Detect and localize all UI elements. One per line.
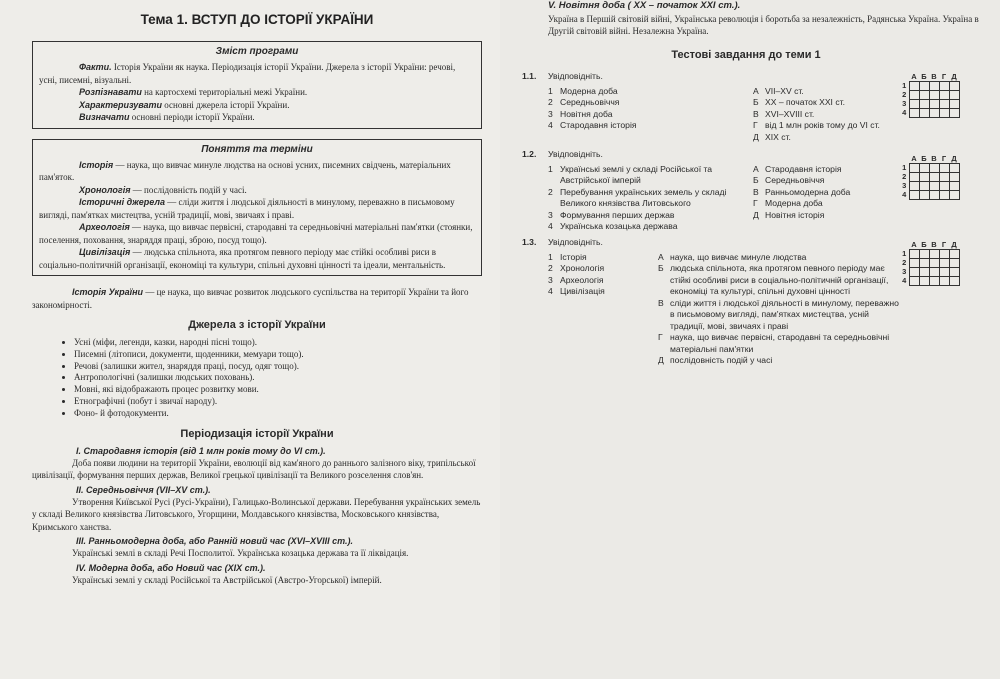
answer-cell[interactable] [909, 182, 919, 191]
answer-cell[interactable] [949, 268, 959, 277]
answer-cell[interactable] [939, 173, 949, 182]
answer-cell[interactable] [949, 173, 959, 182]
list-item: 1 Українські землі у складі Російської та Австрійської імперій [548, 163, 713, 185]
answer-cell[interactable] [949, 259, 959, 268]
answer-cell[interactable] [919, 191, 929, 200]
period-text: Українські землі в складі Речі Посполитої. Українська козацька держава та її ліквідація. [72, 548, 409, 559]
answer-cell[interactable] [939, 277, 949, 286]
list-item: 4 Стародавня історія [548, 120, 637, 130]
task-left-column [548, 164, 753, 233]
answer-cell[interactable] [919, 91, 929, 100]
answer-cell[interactable] [919, 82, 929, 91]
period-text: Утворення Київської Русі (Русі-України), Галицько-Волинської держави. Перебування українських земель у складі Великого князівства Литовського, Угорщини, Молдавського князівства, Московського князівства, Кримського ханства. [32, 496, 481, 532]
answer-cell[interactable] [949, 82, 959, 91]
period-heading: V. Новітня доба ( XX – початок XXI ст.). [548, 0, 741, 11]
task-number: 1.3. [522, 237, 537, 247]
program-box [32, 41, 482, 129]
answer-cell[interactable] [929, 164, 939, 173]
grid-letter: Д [951, 240, 957, 249]
term-item: Цивілізація — людська спільнота, яка протягом певного періоду має стійкі особливі риси в соціально-політичній організації, економіці та культури, спільні духовні цінності та ідеали, ментальність. [39, 247, 446, 270]
answer-cell[interactable] [929, 91, 939, 100]
sources-list [32, 337, 482, 420]
grid-letter: Д [951, 72, 957, 81]
answer-cell[interactable] [909, 250, 919, 259]
answer-cell[interactable] [949, 250, 959, 259]
grid-letter: Г [941, 154, 947, 163]
list-item: Д послідовність подій у часі [658, 355, 773, 365]
periodization-title: Періодизація історії України [180, 427, 334, 440]
answer-cell[interactable] [919, 182, 929, 191]
task-instruction: Увідповідніть. [548, 71, 603, 81]
grid-letter: Д [951, 154, 957, 163]
answer-cell[interactable] [909, 109, 919, 118]
answer-cell[interactable] [949, 277, 959, 286]
answer-cell[interactable] [949, 91, 959, 100]
answer-cell[interactable] [939, 164, 949, 173]
answer-cell[interactable] [929, 250, 939, 259]
grid-number: 2 [902, 90, 907, 99]
topic-title: Тема 1. ВСТУП ДО ІСТОРІЇ УКРАЇНИ [140, 12, 374, 27]
program-item: Характеризувати основні джерела історії України. [79, 99, 290, 110]
grid-letter: В [931, 240, 937, 249]
test-task [522, 237, 982, 377]
list-item: 1 Історія [548, 251, 587, 262]
answer-cell[interactable] [939, 82, 949, 91]
program-box-heading: Зміст програми [215, 46, 299, 57]
answer-cell[interactable] [929, 82, 939, 91]
grid-letter: В [931, 72, 937, 81]
task-right-column [753, 164, 913, 233]
task-number: 1.1. [522, 71, 537, 81]
list-item: 4 Українська козацька держава [548, 221, 678, 231]
list-item: 3 Формування перших держав [548, 209, 675, 220]
list-item: Д XIX ст. [753, 131, 791, 142]
answer-cell[interactable] [939, 191, 949, 200]
list-item: В XVI–XVIII ст. [753, 108, 815, 119]
grid-number: 4 [902, 190, 907, 199]
period-heading: ІІІ. Ранньомодерна доба, або Ранній новий час (XVI–XVIII ст.). [76, 536, 354, 547]
terms-box-heading: Поняття та терміни [201, 143, 313, 155]
answer-cell[interactable] [929, 268, 939, 277]
grid-letter: А [911, 240, 917, 249]
period-heading: І. Стародавня історія (від 1 млн років тому до VI ст.). [76, 445, 326, 456]
answer-cell[interactable] [929, 182, 939, 191]
term-item: Історичні джерела — сліди життя і людської діяльності в минулому, переважно в письмовому вигляді, пам'ятках мистецтва, усній традиції, мові, звичаях і праві. [39, 197, 455, 220]
list-item: Д Новітня історія [753, 209, 825, 220]
term-item: Хронологія — послідовність подій у часі. [79, 184, 247, 195]
list-item: • Фоно- й фотодокументи. [74, 408, 482, 420]
answer-cell[interactable] [939, 250, 949, 259]
test-task [522, 71, 982, 149]
answer-cell[interactable] [949, 191, 959, 200]
list-item: • Етнографічні (побут і звичаї народу). [74, 396, 482, 408]
task-right-column [658, 252, 903, 367]
grid-number: 4 [902, 108, 907, 117]
grid-number: 3 [902, 181, 907, 190]
answer-cell[interactable] [909, 173, 919, 182]
term-item: Археологія — наука, що вивчає первісні, стародавні та середньовічні матеріальні пам'ятки (стоянки, поселення, поховання, знаряддя праці, зброю, посуд тощо). [39, 222, 473, 245]
answer-cell[interactable] [929, 259, 939, 268]
answer-cell[interactable] [939, 109, 949, 118]
history-definition: Історія України — це наука, що вивчає розвиток людського суспільства на території України та його закономірності. [32, 287, 469, 310]
list-item: А Стародавня історія [753, 163, 842, 174]
answer-cell[interactable] [939, 182, 949, 191]
grid-number: 2 [902, 258, 907, 267]
list-item: • Писемні (літописи, документи, щоденники, мемуари тощо). [74, 349, 482, 361]
answer-cell[interactable] [939, 91, 949, 100]
list-item: Б Середньовіччя [753, 175, 825, 185]
answer-cell[interactable] [909, 91, 919, 100]
grid-number: 1 [902, 249, 907, 258]
grid-letter: Г [941, 240, 947, 249]
grid-letter: Б [921, 154, 927, 163]
answer-cell[interactable] [929, 109, 939, 118]
list-item: Г Модерна доба [753, 198, 823, 208]
answer-cell[interactable] [909, 191, 919, 200]
answer-cell[interactable] [929, 191, 939, 200]
answer-cell[interactable] [919, 268, 929, 277]
task-instruction: Увідповідніть. [548, 149, 603, 159]
grid-letter: В [931, 154, 937, 163]
grid-letter: А [911, 154, 917, 163]
task-number: 1.2. [522, 149, 537, 159]
list-item: • Речові (залишки жител, знаряддя праці, посуд, одяг тощо). [74, 361, 482, 373]
list-item: 2 Перебування українських земель у складі Великого князівства Литовського [548, 186, 727, 208]
grid-letter: Б [921, 72, 927, 81]
list-item: 3 Новітня доба [548, 108, 613, 119]
list-item: • Антропологічні (залишки людських поховань). [74, 372, 482, 384]
term-item: Історія — наука, що вивчає минуле людства на основі усних, писемних свідчень, матеріальних пам'яток. [39, 159, 451, 182]
answer-cell[interactable] [909, 82, 919, 91]
period-heading: IV. Модерна доба, або Новий час (XIX ст.). [76, 562, 266, 573]
right-page [500, 0, 1000, 679]
list-item: А VII–XV ст. [753, 85, 804, 96]
answer-cell[interactable] [929, 100, 939, 109]
list-item: Б людська спільнота, яка протягом певного періоду має стійкі особливі риси в соціально-політичній організації, економіці та культурі, спільні духовні цінності [658, 263, 889, 296]
period-text: Українські землі у складі Російської та Австрійської (Австро-Угорської) імперій. [72, 574, 382, 585]
answer-cell[interactable] [939, 100, 949, 109]
list-item: 1 Модерна доба [548, 85, 618, 96]
answer-cell[interactable] [909, 277, 919, 286]
list-item: 3 Археологія [548, 274, 604, 285]
program-item: Факти. Історія України як наука. Періодизація історії України. Джерела з історії України: речові, усні, писемні, візуальні. [39, 62, 456, 85]
list-item: 4 Цивілізація [548, 286, 605, 296]
answer-cell[interactable] [919, 250, 929, 259]
answer-cell[interactable] [939, 259, 949, 268]
list-item: В Ранньомодерна доба [753, 186, 851, 197]
grid-letter: Б [921, 240, 927, 249]
answer-cell[interactable] [909, 100, 919, 109]
grid-number: 3 [902, 99, 907, 108]
list-item: Г наука, що вивчає первісні, стародавні та середньовічні матеріальні пам'ятки [658, 332, 890, 354]
task-left-column [548, 252, 658, 367]
answer-cell[interactable] [929, 173, 939, 182]
terms-box [32, 139, 482, 277]
answer-cell[interactable] [909, 164, 919, 173]
period-text: Україна в Першій світовій війні, Українська революція і боротьба за незалежність, Радянська Україна. Україна в Другій світовій війні. Незалежна Україна. [548, 14, 979, 36]
program-item: Визначати основні періоди історії України. [79, 112, 255, 122]
answer-grid [900, 73, 960, 118]
answer-cell[interactable] [929, 277, 939, 286]
program-item: Розпізнавати на картосхемі територіальні межі України. [79, 87, 308, 97]
list-item: 2 Середньовіччя [548, 97, 620, 107]
answer-cell[interactable] [919, 164, 929, 173]
task-left-column [548, 86, 753, 144]
answer-cell[interactable] [949, 109, 959, 118]
grid-number: 4 [902, 276, 907, 285]
grid-number: 1 [902, 81, 907, 90]
answer-cell[interactable] [909, 259, 919, 268]
answer-grid [900, 241, 960, 286]
list-item: 2 Хронологія [548, 263, 605, 273]
answer-cell[interactable] [949, 164, 959, 173]
answer-cell[interactable] [919, 259, 929, 268]
task-instruction: Увідповідніть. [548, 237, 603, 247]
sources-title: Джерела з історії України [188, 319, 326, 331]
grid-number: 3 [902, 267, 907, 276]
period-text: Доба появи людини на території України, еволюції від кам'яного до раннього залізного віку, трипільської цивілізації, формування перших держав, Великої грецької цивілізації та Великого розселення слов'ян. [32, 457, 476, 481]
list-item: А наука, що вивчає минуле людства [658, 251, 807, 262]
answer-cell[interactable] [949, 182, 959, 191]
answer-cell[interactable] [909, 268, 919, 277]
answer-cell[interactable] [919, 109, 929, 118]
period-heading: ІІ. Середньовіччя (VII–XV ст.). [76, 484, 211, 495]
answer-cell[interactable] [919, 277, 929, 286]
answer-cell[interactable] [919, 100, 929, 109]
grid-letter: Г [941, 72, 947, 81]
answer-cell[interactable] [939, 268, 949, 277]
list-item: • Мовні, які відображають процес розвитку мови. [74, 384, 482, 396]
answer-grid [900, 155, 960, 200]
grid-number: 1 [902, 163, 907, 172]
list-item: В сліди життя і людської діяльності в минулому, переважно в письмовому вигляді, пам'ятках мистецтва, усній традиції, мові, звичаях і праві [658, 297, 899, 331]
grid-number: 2 [902, 172, 907, 181]
grid-letter: А [911, 72, 917, 81]
list-item: • Усні (міфи, легенди, казки, народні пісні тощо). [74, 337, 482, 349]
answer-cell[interactable] [919, 173, 929, 182]
task-right-column [753, 86, 913, 144]
list-item: Б XX – початок XXI ст. [753, 97, 846, 107]
answer-cell[interactable] [949, 100, 959, 109]
test-task [522, 149, 982, 237]
list-item: Г від 1 млн років тому до VI ст. [753, 120, 880, 130]
tests-title: Тестові завдання до теми 1 [671, 49, 821, 61]
